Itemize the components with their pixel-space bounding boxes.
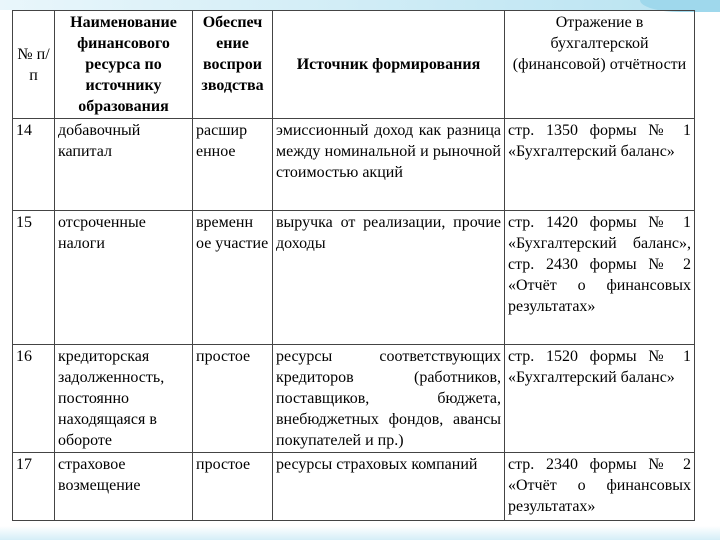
header-name: Наименование финансового ресурса по источнику образования [55,11,193,119]
decor-bottom-band [0,526,720,540]
header-source: Источник формирования [273,11,505,119]
row-provision: расшир енное [193,119,273,211]
row-provision: простое [193,453,273,521]
row-name: отсроченные налоги [55,211,193,345]
row-name: добавочный капитал [55,119,193,211]
row-source: ресурсы соответствующих кредиторов (работников, поставщиков, бюджета, внебюджетных фондов, авансы покупателей и пр.) [273,345,505,453]
table-row [13,119,695,211]
row-num: 15 [13,211,55,345]
row-num: 16 [13,345,55,453]
row-reflection: стр. 2340 формы № 2 «Отчёт о финансовых результатах» [505,453,695,521]
table-row [13,345,695,453]
row-provision: временн ое участие [193,211,273,345]
decor-top-band [0,0,720,10]
header-row [13,11,695,119]
row-reflection: стр. 1350 формы № 1 «Бухгалтерский баланс» [505,119,695,211]
header-num: № п/п [13,11,55,119]
table-row [13,211,695,345]
row-reflection: стр. 1520 формы № 1 «Бухгалтерский баланс» [505,345,695,453]
table-row [13,453,695,521]
row-reflection: стр. 1420 формы № 1 «Бухгалтерский баланс», стр. 2430 формы № 2 «Отчёт о финансовых результатах» [505,211,695,345]
resource-table [12,10,695,521]
row-name: страховое возмещение [55,453,193,521]
header-reflection: Отражение в бухгалтерской (финансовой) отчётности [505,11,695,119]
row-source: ресурсы страховых компаний [273,453,505,521]
row-name: кредиторская задолженность, постоянно находящаяся в обороте [55,345,193,453]
row-source: эмиссионный доход как разница между номинальной и рыночной стоимостью акций [273,119,505,211]
row-source: выручка от реализации, прочие доходы [273,211,505,345]
row-provision: простое [193,345,273,453]
row-num: 14 [13,119,55,211]
row-num: 17 [13,453,55,521]
header-provision: Обеспеч ение воспрои зводства [193,11,273,119]
